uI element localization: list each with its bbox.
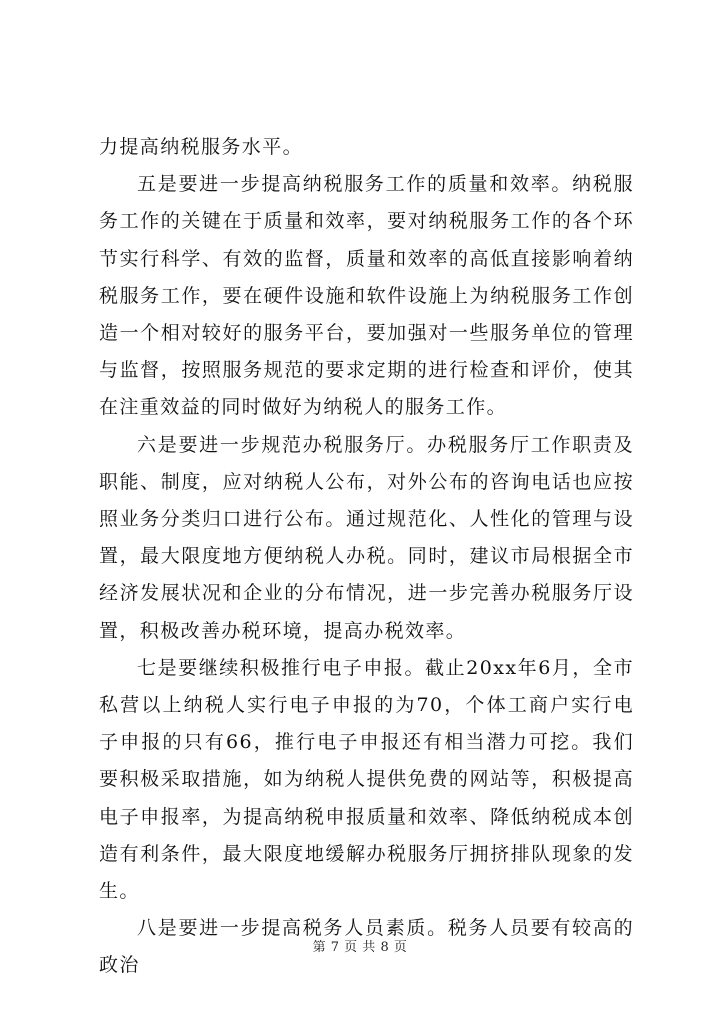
paragraph-point-seven: 七是要继续积极推行电子申报。截止20xx年6月，全市私营以上纳税人实行电子申报的为70，个体工商户实行电子申报的只有66，推行电子申报还有相当潜力可挖。我们要积极采取措施，如为纳税人提供免费的网站等，积极提高电子申报率，为提高纳税申报质量和效率、降低纳税成本创造有利条件，最大限度地缓解办税服务厅拥挤排队现象的发生。 bbox=[99, 656, 634, 903]
paragraph-point-five: 五是要进一步提高纳税服务工作的质量和效率。纳税服务工作的关键在于质量和效率，要对纳税服务工作的各个环节实行科学、有效的监督，质量和效率的高低直接影响着纳税服务工作，要在硬件设施和软件设施上为纳税服务工作创造一个相对较好的服务平台，要加强对一些服务单位的管理与监督，按照服务规范的要求定期的进行检查和评价，使其在注重效益的同时做好为纳税人的服务工作。 bbox=[99, 173, 634, 419]
document-body bbox=[99, 129, 634, 985]
paragraph-point-eight: 八是要进一步提高税务人员素质。税务人员要有较高的政治 bbox=[99, 917, 634, 977]
page-footer: 第 7 页 共 8 页 bbox=[312, 940, 408, 955]
paragraph-point-six: 六是要进一步规范办税服务厅。办税服务厅工作职责及职能、制度，应对纳税人公布，对外公布的咨询电话也应按照业务分类归口进行公布。通过规范化、人性化的管理与设置，最大限度地方便纳税人办税。同时，建议市局根据全市经济发展状况和企业的分布情况，进一步完善办税服务厅设置，积极改善办税环境，提高办税效率。 bbox=[99, 433, 634, 642]
paragraph-continuation: 力提高纳税服务水平。 bbox=[99, 136, 304, 158]
